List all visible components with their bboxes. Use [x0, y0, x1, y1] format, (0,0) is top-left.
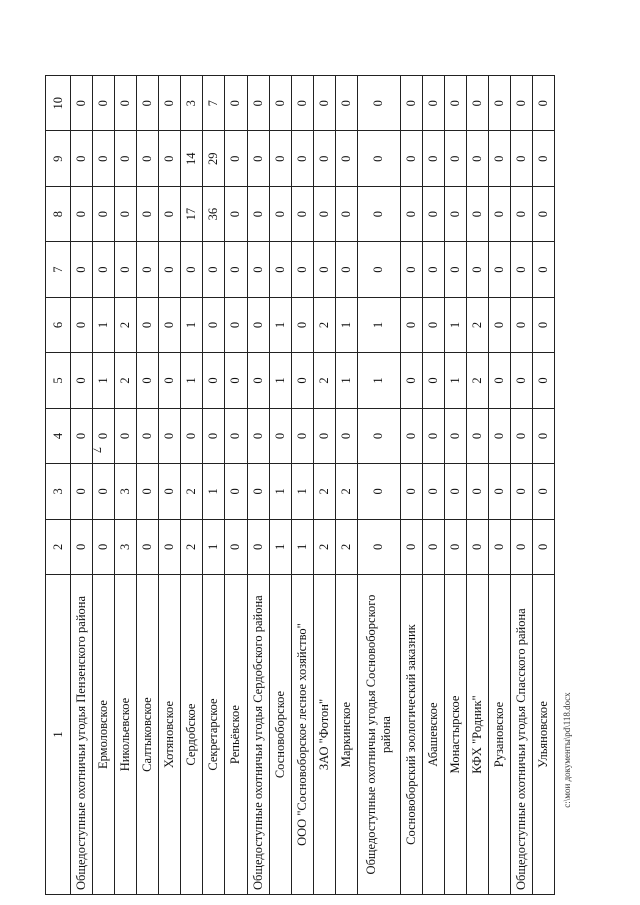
row-name-cell: Хотяновское: [159, 575, 181, 895]
value-cell: 0: [93, 242, 115, 297]
value-cell: 0: [313, 76, 335, 131]
value-cell: 0: [510, 242, 532, 297]
column-header-3: 3: [46, 464, 71, 519]
value-cell: 2: [115, 353, 137, 408]
row-name-cell: Салтыковское: [137, 575, 159, 895]
value-cell: 0: [400, 353, 422, 408]
value-cell: 0: [444, 131, 466, 186]
value-cell: 0: [203, 353, 225, 408]
value-cell: 2: [335, 519, 357, 574]
row-name-cell: Репьёвское: [225, 575, 247, 895]
value-cell: 0: [269, 242, 291, 297]
value-cell: 0: [400, 519, 422, 574]
table-row: [159, 76, 181, 895]
value-cell: 0: [247, 408, 269, 463]
value-cell: 0: [444, 464, 466, 519]
table-row: [400, 76, 422, 895]
table-row: [225, 76, 247, 895]
value-cell: 0: [137, 519, 159, 574]
row-name-cell: Маркинское: [335, 575, 357, 895]
value-cell: 0: [510, 297, 532, 352]
value-cell: 1: [181, 297, 203, 352]
value-cell: 29: [203, 131, 225, 186]
header-row: [46, 76, 71, 895]
value-cell: 0: [247, 464, 269, 519]
value-cell: 0: [71, 408, 93, 463]
table-row: [488, 76, 510, 895]
value-cell: 0: [247, 186, 269, 241]
value-cell: 0: [225, 186, 247, 241]
value-cell: 0: [335, 76, 357, 131]
value-cell: 0: [159, 242, 181, 297]
value-cell: 0: [291, 242, 313, 297]
value-cell: 0: [444, 76, 466, 131]
value-cell: 0: [225, 131, 247, 186]
value-cell: 0: [269, 131, 291, 186]
value-cell: 0: [115, 186, 137, 241]
value-cell: 0: [510, 76, 532, 131]
value-cell: 0: [225, 408, 247, 463]
value-cell: 0: [93, 464, 115, 519]
table-row: [93, 76, 115, 895]
value-cell: 1: [444, 353, 466, 408]
value-cell: 0: [247, 242, 269, 297]
value-cell: 0: [444, 186, 466, 241]
value-cell: 0: [466, 131, 488, 186]
value-cell: 0: [225, 353, 247, 408]
table-row: [181, 76, 203, 895]
value-cell: 0: [203, 242, 225, 297]
value-cell: 0: [466, 519, 488, 574]
value-cell: 0: [422, 353, 444, 408]
column-header-4: 4: [46, 408, 71, 463]
value-cell: 0: [291, 408, 313, 463]
value-cell: 0: [532, 76, 554, 131]
row-name-cell: Сосновоборский зоологический заказник: [400, 575, 422, 895]
value-cell: 0: [159, 353, 181, 408]
page-number: 7: [90, 447, 105, 453]
value-cell: 1: [269, 464, 291, 519]
column-header-2: 2: [46, 519, 71, 574]
table-row: [313, 76, 335, 895]
value-cell: 17: [181, 186, 203, 241]
value-cell: 0: [532, 131, 554, 186]
value-cell: 0: [422, 464, 444, 519]
value-cell: 1: [357, 297, 400, 352]
value-cell: 0: [488, 353, 510, 408]
value-cell: 0: [71, 464, 93, 519]
value-cell: 0: [291, 131, 313, 186]
column-header-1: 1: [46, 575, 71, 895]
row-name-cell: Рузановское: [488, 575, 510, 895]
value-cell: 1: [269, 297, 291, 352]
value-cell: 0: [93, 519, 115, 574]
value-cell: 0: [115, 408, 137, 463]
value-cell: 0: [422, 242, 444, 297]
value-cell: 0: [137, 353, 159, 408]
value-cell: 0: [488, 408, 510, 463]
value-cell: 0: [532, 297, 554, 352]
value-cell: 2: [115, 297, 137, 352]
value-cell: 0: [137, 186, 159, 241]
value-cell: 0: [400, 76, 422, 131]
row-name-cell: КФХ "Родник": [466, 575, 488, 895]
value-cell: 14: [181, 131, 203, 186]
value-cell: 0: [510, 353, 532, 408]
value-cell: 0: [313, 131, 335, 186]
value-cell: 0: [115, 242, 137, 297]
value-cell: 36: [203, 186, 225, 241]
value-cell: 1: [181, 353, 203, 408]
table-row: [466, 76, 488, 895]
value-cell: 3: [181, 76, 203, 131]
table-row: [247, 76, 269, 895]
value-cell: 0: [203, 408, 225, 463]
value-cell: 0: [71, 131, 93, 186]
value-cell: 1: [269, 353, 291, 408]
value-cell: 0: [357, 464, 400, 519]
value-cell: 0: [71, 353, 93, 408]
value-cell: 0: [532, 242, 554, 297]
table-body: [71, 76, 555, 895]
table-row: [137, 76, 159, 895]
value-cell: 0: [444, 242, 466, 297]
value-cell: 1: [93, 353, 115, 408]
table-row: [71, 76, 93, 895]
value-cell: 0: [137, 131, 159, 186]
value-cell: 0: [400, 464, 422, 519]
value-cell: 1: [444, 297, 466, 352]
value-cell: 0: [291, 353, 313, 408]
row-name-cell: Общедоступные охотничьи угодья Спасского района: [510, 575, 532, 895]
value-cell: 2: [335, 464, 357, 519]
value-cell: 0: [335, 242, 357, 297]
value-cell: 0: [488, 519, 510, 574]
value-cell: 0: [488, 464, 510, 519]
value-cell: 0: [269, 408, 291, 463]
table-row: [510, 76, 532, 895]
value-cell: 2: [466, 297, 488, 352]
value-cell: 2: [466, 353, 488, 408]
value-cell: 0: [466, 464, 488, 519]
table-row: [291, 76, 313, 895]
value-cell: 0: [422, 131, 444, 186]
value-cell: 0: [422, 76, 444, 131]
value-cell: 0: [137, 297, 159, 352]
value-cell: 0: [93, 131, 115, 186]
value-cell: 0: [203, 297, 225, 352]
value-cell: 0: [313, 186, 335, 241]
value-cell: 0: [291, 297, 313, 352]
value-cell: 1: [269, 519, 291, 574]
value-cell: 0: [181, 242, 203, 297]
value-cell: 0: [422, 297, 444, 352]
value-cell: 1: [291, 464, 313, 519]
value-cell: 0: [71, 186, 93, 241]
value-cell: 0: [71, 242, 93, 297]
value-cell: 0: [159, 519, 181, 574]
value-cell: 0: [247, 297, 269, 352]
row-name-cell: Секретарское: [203, 575, 225, 895]
row-name-cell: ООО "Сосновоборское лесное хозяйство": [291, 575, 313, 895]
value-cell: 0: [532, 408, 554, 463]
value-cell: 0: [291, 76, 313, 131]
value-cell: 0: [137, 242, 159, 297]
value-cell: 2: [313, 519, 335, 574]
value-cell: 0: [159, 464, 181, 519]
value-cell: 2: [181, 519, 203, 574]
value-cell: 1: [203, 519, 225, 574]
value-cell: 0: [159, 297, 181, 352]
row-name-cell: Никольевское: [115, 575, 137, 895]
value-cell: 0: [422, 519, 444, 574]
row-name-cell: Общедоступные охотничьи угодья Сосновоборского района: [357, 575, 400, 895]
row-name-cell: ЗАО "Фотон": [313, 575, 335, 895]
value-cell: 0: [488, 242, 510, 297]
value-cell: 0: [532, 464, 554, 519]
value-cell: 0: [400, 297, 422, 352]
value-cell: 0: [93, 186, 115, 241]
value-cell: 0: [225, 464, 247, 519]
value-cell: 0: [422, 408, 444, 463]
value-cell: 0: [93, 76, 115, 131]
value-cell: 0: [335, 131, 357, 186]
value-cell: 0: [532, 519, 554, 574]
value-cell: 0: [510, 464, 532, 519]
footer-path: c:\мои документы\pd\118.docx: [562, 692, 572, 808]
row-name-cell: Сердобское: [181, 575, 203, 895]
column-header-7: 7: [46, 242, 71, 297]
value-cell: 2: [181, 464, 203, 519]
value-cell: 0: [335, 186, 357, 241]
value-cell: 0: [466, 186, 488, 241]
value-cell: 0: [313, 242, 335, 297]
value-cell: 0: [137, 464, 159, 519]
value-cell: 0: [510, 186, 532, 241]
value-cell: 0: [357, 408, 400, 463]
table-row: [357, 76, 400, 895]
table-row: [422, 76, 444, 895]
column-header-6: 6: [46, 297, 71, 352]
value-cell: 0: [444, 408, 466, 463]
value-cell: 7: [203, 76, 225, 131]
data-table: [45, 75, 555, 895]
value-cell: 0: [357, 131, 400, 186]
value-cell: 2: [313, 353, 335, 408]
value-cell: 0: [400, 131, 422, 186]
value-cell: 1: [357, 353, 400, 408]
value-cell: 2: [313, 464, 335, 519]
row-name-cell: Ульяновское: [532, 575, 554, 895]
column-header-5: 5: [46, 353, 71, 408]
value-cell: 0: [115, 76, 137, 131]
value-cell: 0: [247, 353, 269, 408]
value-cell: 0: [510, 131, 532, 186]
value-cell: 0: [225, 297, 247, 352]
value-cell: 0: [488, 186, 510, 241]
column-header-8: 8: [46, 186, 71, 241]
value-cell: 1: [335, 353, 357, 408]
column-header-10: 10: [46, 76, 71, 131]
value-cell: 0: [225, 242, 247, 297]
column-header-9: 9: [46, 131, 71, 186]
value-cell: 0: [510, 519, 532, 574]
value-cell: 0: [247, 131, 269, 186]
value-cell: 0: [488, 76, 510, 131]
value-cell: 3: [115, 519, 137, 574]
value-cell: 0: [357, 76, 400, 131]
value-cell: 0: [444, 519, 466, 574]
value-cell: 0: [159, 131, 181, 186]
value-cell: 3: [115, 464, 137, 519]
value-cell: 0: [269, 76, 291, 131]
value-cell: 0: [225, 519, 247, 574]
value-cell: 0: [71, 297, 93, 352]
row-name-cell: Сосновоборское: [269, 575, 291, 895]
value-cell: 0: [400, 242, 422, 297]
value-cell: 0: [488, 297, 510, 352]
value-cell: 0: [510, 408, 532, 463]
row-name-cell: Общедоступные охотничьи угодья Сердобского района: [247, 575, 269, 895]
value-cell: 0: [93, 408, 115, 463]
value-cell: 0: [488, 131, 510, 186]
row-name-cell: Монастырское: [444, 575, 466, 895]
table-container: [45, 75, 555, 895]
value-cell: 0: [225, 76, 247, 131]
value-cell: 0: [422, 186, 444, 241]
value-cell: 0: [159, 408, 181, 463]
value-cell: 0: [466, 408, 488, 463]
value-cell: 0: [291, 186, 313, 241]
value-cell: 1: [291, 519, 313, 574]
value-cell: 0: [71, 519, 93, 574]
value-cell: 1: [203, 464, 225, 519]
value-cell: 0: [115, 131, 137, 186]
value-cell: 2: [313, 297, 335, 352]
value-cell: 0: [181, 408, 203, 463]
value-cell: 0: [532, 353, 554, 408]
value-cell: 0: [137, 408, 159, 463]
value-cell: 0: [247, 519, 269, 574]
value-cell: 0: [313, 408, 335, 463]
table-row: [203, 76, 225, 895]
table-row: [532, 76, 554, 895]
table-row: [269, 76, 291, 895]
value-cell: 0: [335, 408, 357, 463]
value-cell: 0: [159, 76, 181, 131]
value-cell: 0: [400, 408, 422, 463]
value-cell: 0: [466, 242, 488, 297]
value-cell: 1: [335, 297, 357, 352]
value-cell: 0: [466, 76, 488, 131]
value-cell: 0: [357, 242, 400, 297]
table-row: [444, 76, 466, 895]
value-cell: 0: [137, 76, 159, 131]
value-cell: 0: [400, 186, 422, 241]
row-name-cell: Ермоловское: [93, 575, 115, 895]
table-row: [115, 76, 137, 895]
value-cell: 1: [93, 297, 115, 352]
value-cell: 0: [247, 76, 269, 131]
row-name-cell: Общедоступные охотничьи угодья Пензенского района: [71, 575, 93, 895]
value-cell: 0: [269, 186, 291, 241]
value-cell: 0: [71, 76, 93, 131]
table-row: [335, 76, 357, 895]
value-cell: 0: [357, 519, 400, 574]
row-name-cell: Абашевское: [422, 575, 444, 895]
value-cell: 0: [159, 186, 181, 241]
value-cell: 0: [357, 186, 400, 241]
value-cell: 0: [532, 186, 554, 241]
